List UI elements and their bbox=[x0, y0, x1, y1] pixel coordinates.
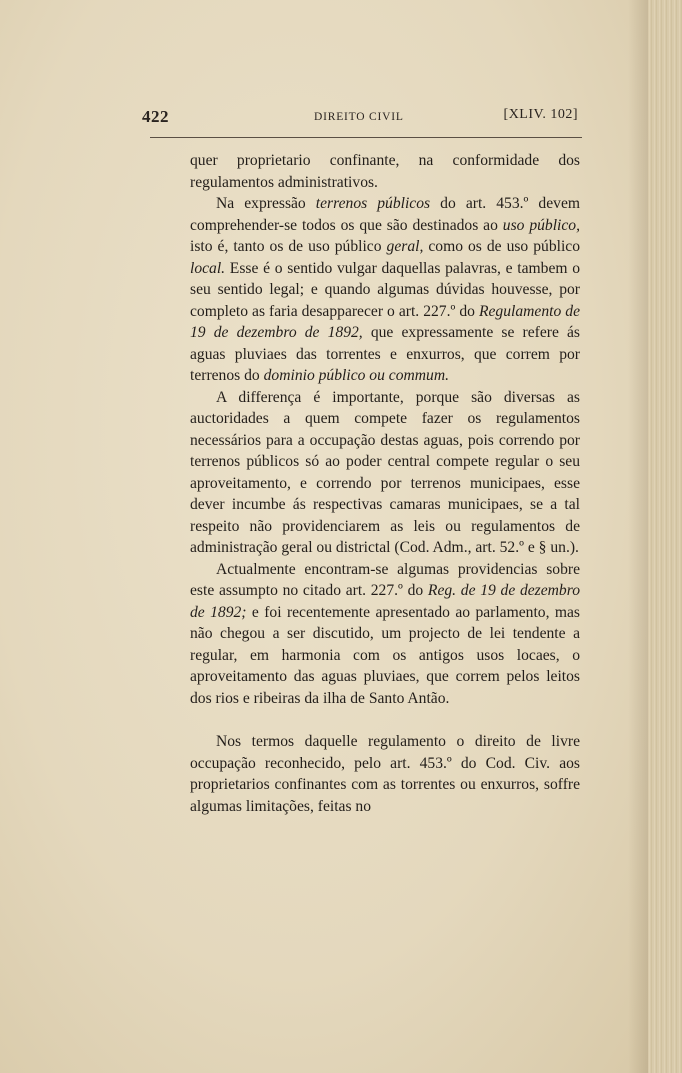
paragraph bbox=[190, 559, 580, 710]
page-number: 422 bbox=[142, 107, 169, 126]
page-edges bbox=[648, 0, 682, 1073]
italic-run: local. bbox=[190, 259, 226, 277]
header-rule bbox=[150, 137, 582, 138]
paragraph bbox=[190, 150, 580, 193]
running-head bbox=[142, 107, 578, 129]
paragraph bbox=[190, 387, 580, 559]
text-run: isto é, tanto os de uso público bbox=[190, 238, 387, 255]
gutter-shadow bbox=[628, 0, 650, 1073]
text-run: quer proprietario confinante, na conformidade dos regulamentos administrativos. bbox=[190, 152, 580, 191]
running-title: DIREITO CIVIL bbox=[314, 111, 404, 123]
section-reference: [XLIV. 102] bbox=[503, 107, 578, 122]
paragraph bbox=[190, 193, 580, 387]
text-run: Esse é o sentido vulgar daquellas palavras, e tambem o seu sentido legal; e quando algumas dúvidas houvesse, por completo as faria desapparecer o art. 227.º do bbox=[190, 259, 580, 320]
italic-run: terrenos públicos bbox=[315, 195, 431, 212]
text-run: Na expressão bbox=[216, 195, 316, 212]
text-run: e foi recentemente apresentado ao parlamento, mas não chegou a ser discutido, um projecto de lei tendente a regular, em harmonia com os antigos usos locaes, o aproveitamento das aguas pluviaes, que correm pelos leitos dos rios e ribeiras da ilha de Santo Antão. bbox=[190, 603, 580, 707]
paragraph bbox=[190, 731, 580, 817]
italic-run: dominio público ou commum. bbox=[263, 367, 449, 384]
text-run: A differença é importante, porque são diversas as auctoridades a quem compete fazer os regulamentos necessários para a occupação destas aguas, pois correndo por terrenos públicos só ao poder central compete regular o seu aproveitamento, e correndo por terrenos municipaes, esse dever incumbe ás respectivas camaras municipaes, se a tal respeito não providenciarem as leis ou regulamentos de administração geral ou districtal (Cod. Adm., art. 52.º e § un.). bbox=[190, 388, 580, 556]
text-run: do art. 453.º devem comprehender-se todos os que são destinados ao bbox=[190, 195, 580, 234]
italic-run: Reg. de 19 de dezembro de 1892; bbox=[190, 582, 581, 621]
text-run: como os de uso público bbox=[423, 238, 581, 255]
italic-run: Regulamento de 19 de dezembro de 1892, bbox=[190, 302, 581, 341]
italic-run: uso público, bbox=[502, 216, 581, 234]
text-run: Actualmente encontram-se algumas providencias sobre este assumpto no citado art. 227.º do bbox=[190, 560, 580, 599]
italic-run: geral, bbox=[386, 238, 424, 255]
text-run: que expressamente se refere ás aguas pluviaes das torrentes e enxurros, que correm por terrenos do bbox=[190, 324, 580, 384]
text-run: Nos termos daquelle regulamento o direito de livre occupação reconhecido, pelo art. 453.º do Cod. Civ. aos proprietarios confinantes com as torrentes ou enxurros, soffre algumas limitações, feitas no bbox=[190, 733, 580, 815]
body-text bbox=[190, 150, 580, 817]
